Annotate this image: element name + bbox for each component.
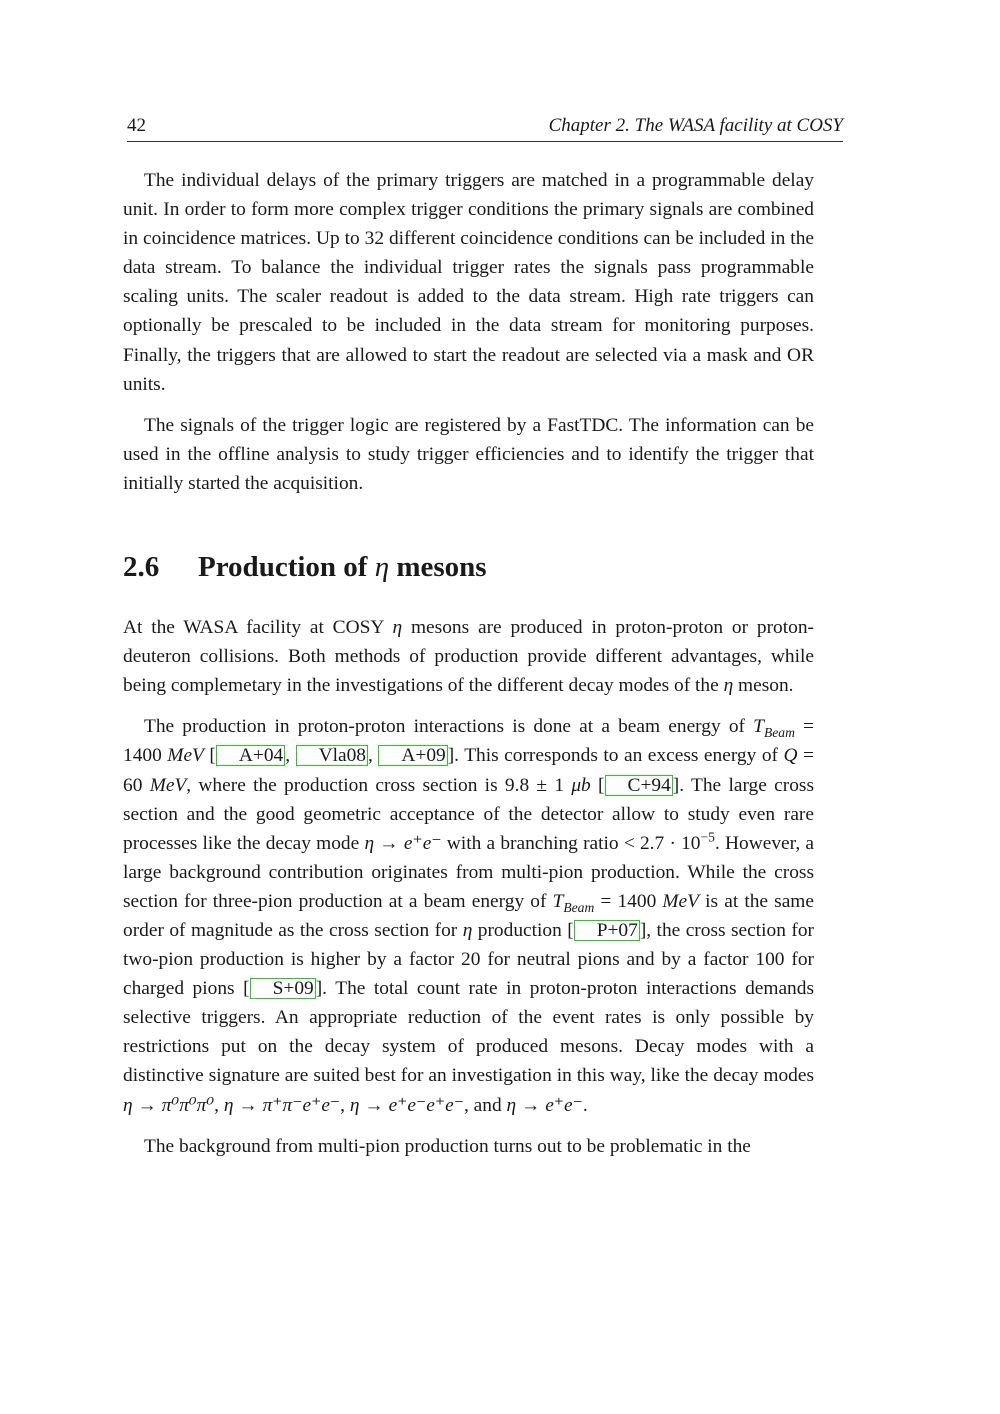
text-run: with a branching ratio < 2.7 · 10: [441, 832, 701, 854]
text-run: = 1400: [594, 890, 663, 912]
text-run: The production in proton-proton interactions is done at a beam energy of: [144, 716, 754, 738]
math-unit: MeV: [149, 774, 187, 796]
math-unit: MeV: [167, 745, 204, 767]
math-eta: η: [723, 674, 734, 696]
citation-link[interactable]: C+94: [605, 775, 673, 796]
math-decay-mode: η → e⁺e⁻: [364, 832, 442, 854]
text-run: = 1400: [123, 716, 814, 767]
math-decay-mode: η → e⁺e⁻: [506, 1094, 583, 1116]
text-run: At the WASA facility at COSY: [123, 616, 393, 638]
math-decay-mode: η → π⁺π⁻e⁺e⁻: [223, 1094, 341, 1116]
text-run: [: [590, 774, 605, 796]
body-text: [123, 166, 814, 1174]
text-run: meson.: [733, 674, 794, 696]
text-run: . However, a large background contribution originates from multi-pion production. While the cross section for three-pion production at a beam energy of: [123, 832, 814, 912]
citation-link[interactable]: S+09: [250, 978, 316, 999]
section-heading: [123, 549, 814, 585]
text-run: [: [203, 745, 216, 767]
text-run: ], the cross section for two-pion production is higher by a factor 20 for neutral pions and by a factor 100 for charged pions [: [123, 919, 814, 1000]
math-T: T: [753, 716, 764, 738]
text-run: ,: [285, 745, 296, 767]
text-run: mesons are produced in proton-proton or proton-deuteron collisions. Both methods of production provide different advantages, while being complemetary in the investigations of the different decay modes of the: [123, 616, 814, 696]
math-decay-mode: η → e⁺e⁻e⁺e⁻: [349, 1094, 464, 1116]
text-run: production [: [472, 919, 574, 941]
text-run: is at the same order of magnitude as the cross section for: [123, 890, 814, 941]
citation-link[interactable]: P+07: [574, 920, 640, 941]
math-unit: μb: [571, 774, 591, 796]
paragraph-eta-production: [123, 613, 814, 700]
paragraph-trigger-delays: The individual delays of the primary triggers are matched in a programmable delay unit. In order to form more complex trigger conditions the primary signals are combined in coincidence matrices. Up to 32 different coincidence conditions can be included in the data stream. To balance the individual trigger rates the signals pass programmable scaling units. The scaler readout is added to the data stream. High rate triggers can optionally be prescaled to be included in the data stream for monitoring purposes. Finally, the triggers that are allowed to start the readout are selected via a mask and OR units.: [123, 170, 814, 395]
math-exponent: −5: [700, 829, 715, 845]
text-run: ,: [214, 1094, 224, 1116]
running-title: Chapter 2. The WASA facility at COSY: [548, 115, 843, 136]
paragraph-pp-production: [123, 712, 814, 1119]
running-header: [127, 115, 843, 142]
page-number: 42: [127, 115, 146, 136]
citation-link[interactable]: A+04: [216, 745, 285, 766]
math-beam-subscript: Beam: [763, 725, 795, 741]
math-unit: MeV: [662, 890, 700, 912]
text-run: ,: [368, 745, 379, 767]
section-title-before: Production of: [198, 550, 375, 583]
citation-link[interactable]: Vla08: [296, 745, 368, 766]
paragraph-background: The background from multi-pion production turns out to be problematic in the: [144, 1136, 751, 1158]
math-decay-mode: η → π⁰π⁰π⁰: [123, 1094, 215, 1116]
text-run: ,: [340, 1094, 350, 1116]
section-title-after: mesons: [389, 550, 487, 583]
section-number: 2.6: [123, 550, 160, 583]
text-run: , and: [463, 1094, 507, 1116]
text-run: ]. This corresponds to an excess energy of: [447, 745, 784, 767]
math-beam-subscript: Beam: [563, 899, 595, 915]
math-T: T: [552, 890, 564, 912]
math-eta: η: [392, 616, 403, 638]
paragraph-trigger-logic: The signals of the trigger logic are registered by a FastTDC. The information can be used in the offline analysis to study trigger efficiencies and to identify the trigger that initially started the acquisition.: [123, 415, 814, 495]
section-title-symbol: η: [374, 550, 390, 583]
citation-link[interactable]: A+09: [378, 745, 447, 766]
text-run: ]. The large cross section and the good geometric acceptance of the detector allow to study even rare processes like the decay mode: [123, 774, 814, 854]
text-run: = 60: [123, 745, 814, 796]
text-run: , where the production cross section is 9.8 ± 1: [186, 774, 572, 796]
text-run: ]. The total count rate in proton-proton interactions demands selective triggers. An appropriate reduction of the event rates is only possible by restrictions put on the decay system of produced mesons. Decay modes with a distinctive signature are suited best for an investigation in this way, like the decay modes: [123, 978, 814, 1087]
math-Q: Q: [783, 745, 798, 767]
math-eta: η: [462, 919, 473, 941]
text-run: .: [582, 1094, 588, 1116]
